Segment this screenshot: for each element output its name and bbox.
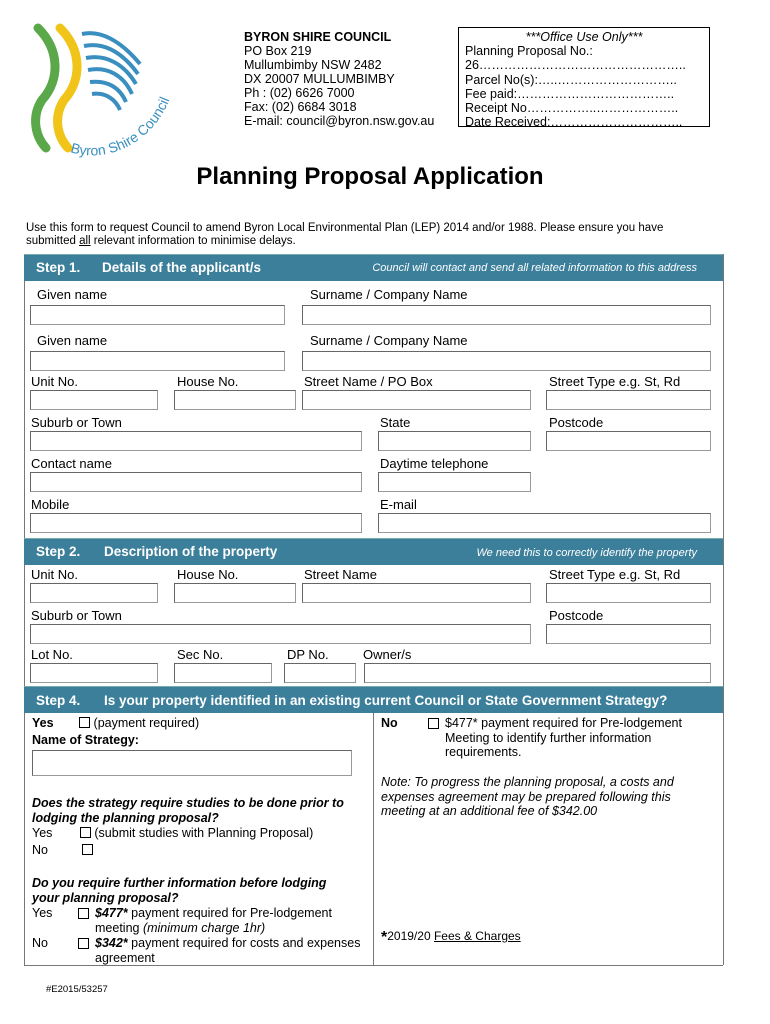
unit-label: Unit No. [31, 374, 78, 389]
given-name-field-2[interactable] [30, 351, 285, 371]
step4-number: Step 4. [36, 693, 81, 708]
unit-field[interactable] [30, 390, 158, 410]
strategy-name-field[interactable] [32, 750, 352, 776]
daytime-label: Daytime telephone [380, 456, 489, 471]
p-unit-field[interactable] [30, 583, 158, 603]
step2-note: We need this to correctly identify the property [476, 547, 697, 559]
info-no-checkbox[interactable] [78, 938, 89, 949]
office-line: Parcel No(s):…..……………………….. [465, 72, 677, 87]
council-address [244, 30, 434, 128]
house-label: House No. [177, 374, 239, 389]
yes-checkbox[interactable] [79, 717, 90, 728]
fees-link[interactable]: Fees & Charges [433, 929, 521, 943]
surname-field-2[interactable] [302, 351, 711, 371]
logo-text: Byron Shire Council [69, 94, 173, 159]
office-use-box [458, 27, 710, 130]
step4-header [24, 686, 723, 713]
office-use-heading: ***Office Use Only*** [525, 30, 643, 44]
daytime-field[interactable] [378, 472, 531, 492]
phone-line: Ph : (02) 6626 7000 [244, 86, 355, 100]
postcode-field[interactable] [546, 431, 711, 451]
email-line: E-mail: council@byron.nsw.gov.au [244, 114, 435, 128]
info-yes-label: Yes [32, 906, 53, 920]
office-line: Planning Proposal No.: [465, 44, 593, 59]
p-street-label: Street Name [304, 567, 377, 582]
step1-header [24, 254, 723, 281]
fax-line: Fax: (02) 6684 3018 [244, 100, 357, 114]
step2-number: Step 2. [36, 544, 81, 559]
fees-star: * [381, 929, 388, 946]
surname-label-1: Surname / Company Name [310, 287, 468, 302]
sec-field[interactable] [174, 663, 272, 683]
p-suburb-label: Suburb or Town [31, 608, 122, 623]
address-line: PO Box 219 [244, 44, 312, 58]
p-house-label: House No. [177, 567, 239, 582]
page-title: Planning Proposal Application [196, 163, 544, 190]
contact-field[interactable] [30, 472, 362, 492]
lot-field[interactable] [30, 663, 158, 683]
owner-field[interactable] [364, 663, 711, 683]
no-checkbox[interactable] [428, 718, 439, 729]
document-reference: #E2015/53257 [46, 984, 108, 995]
street-type-field[interactable] [546, 390, 711, 410]
email-label: E-mail [380, 497, 417, 512]
street-type-label: Street Type e.g. St, Rd [549, 374, 681, 389]
given-name-label-2: Given name [37, 333, 108, 348]
address-line: DX 20007 MULLUMBIMBY [244, 72, 395, 86]
p-postcode-field[interactable] [546, 624, 711, 644]
fees-line: *2019/20 Fees & Charges [381, 929, 521, 946]
step1-number: Step 1. [36, 260, 81, 275]
office-line: Fee paid:……………………………….. [465, 86, 675, 101]
step2-header [24, 538, 723, 565]
yes-label: Yes [32, 716, 54, 730]
step2-title: Description of the property [104, 544, 278, 559]
postcode-label: Postcode [549, 415, 604, 430]
p-house-field[interactable] [174, 583, 296, 603]
studies-question: Does the strategy require studies to be done prior to lodging the planning proposal? [32, 796, 344, 825]
info-yes-text: $477* payment required for Pre-lodgement meeting (minimum charge 1hr) [95, 906, 332, 935]
step4-divider [373, 713, 374, 965]
no-label: No [381, 716, 398, 730]
surname-label-2: Surname / Company Name [310, 333, 468, 348]
studies-yes-row [32, 826, 313, 841]
email-field[interactable] [378, 513, 711, 533]
office-line: Date Received:………………………….. [465, 115, 683, 130]
studies-yes-label: Yes [32, 826, 53, 840]
street-field[interactable] [302, 390, 531, 410]
yes-text: (payment required) [93, 716, 200, 730]
state-field[interactable] [378, 431, 531, 451]
p-postcode-label: Postcode [549, 608, 604, 623]
step1-title: Details of the applicant/s [102, 260, 262, 275]
given-name-field-1[interactable] [30, 305, 285, 325]
state-label: State [380, 415, 411, 430]
studies-no-label: No [32, 843, 48, 857]
p-street-field[interactable] [302, 583, 531, 603]
name-of-strategy-label: Name of Strategy: [32, 733, 139, 747]
step4-title: Is your property identified in an existing current Council or State Government Strategy? [104, 693, 668, 708]
studies-no-checkbox[interactable] [82, 844, 93, 855]
office-line: 26………………………………………….. [465, 58, 686, 73]
dp-field[interactable] [284, 663, 356, 683]
yes-row [32, 716, 199, 731]
info-question: Do you require further information before lodging your planning proposal? [32, 876, 327, 905]
costs-note: Note: To progress the planning proposal, a costs and expenses agreement may be prepared following this meeting at an additional fee of $342.00 [381, 775, 674, 818]
council-name: BYRON SHIRE COUNCIL [244, 30, 392, 44]
owner-label: Owner/s [363, 647, 412, 662]
studies-yes-checkbox[interactable] [80, 827, 91, 838]
studies-no-row [32, 843, 93, 858]
step1-note: Council will contact and send all related information to this address [372, 262, 697, 274]
sec-label: Sec No. [177, 647, 224, 662]
address-line: Mullumbimby NSW 2482 [244, 58, 382, 72]
p-street-type-label: Street Type e.g. St, Rd [549, 567, 681, 582]
house-field[interactable] [174, 390, 296, 410]
p-suburb-field[interactable] [30, 624, 531, 644]
form-bottom-border [24, 965, 723, 966]
info-yes-checkbox[interactable] [78, 908, 89, 919]
studies-yes-text: (submit studies with Planning Proposal) [94, 826, 314, 840]
p-unit-label: Unit No. [31, 567, 78, 582]
info-no-text: $342* payment required for costs and expenses agreement [95, 936, 361, 965]
dp-label: DP No. [287, 647, 329, 662]
suburb-label: Suburb or Town [31, 415, 122, 430]
lot-label: Lot No. [31, 647, 73, 662]
surname-field-1[interactable] [302, 305, 711, 325]
intro-text: Use this form to request Council to amend Byron Local Environmental Plan (LEP) 2014 and/or 1988. Please ensure you have submitted all relevant information to minimise delays. [26, 222, 664, 247]
council-logo [20, 20, 190, 165]
office-line: Receipt No……………..……………….. [465, 101, 679, 116]
contact-label: Contact name [31, 456, 112, 471]
mobile-label: Mobile [31, 497, 70, 512]
mobile-field[interactable] [30, 513, 362, 533]
street-label: Street Name / PO Box [304, 374, 433, 389]
p-street-type-field[interactable] [546, 583, 711, 603]
no-text: $477* payment required for Pre-lodgement Meeting to identify further information requirements. [445, 716, 682, 759]
given-name-label-1: Given name [37, 287, 108, 302]
suburb-field[interactable] [30, 431, 362, 451]
info-no-label: No [32, 936, 48, 950]
